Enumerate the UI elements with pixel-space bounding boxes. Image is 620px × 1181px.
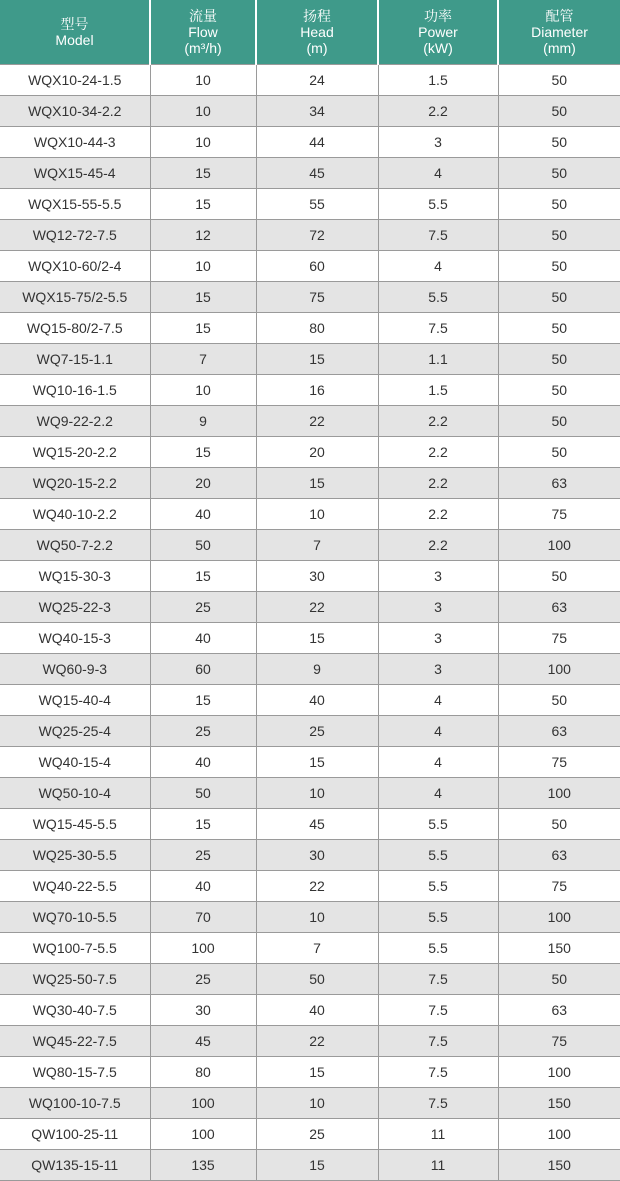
model-cell: WQX15-45-4 bbox=[0, 158, 150, 189]
power-cell: 5.5 bbox=[378, 902, 498, 933]
table-row bbox=[0, 995, 620, 1026]
flow-cell: 40 bbox=[150, 499, 256, 530]
flow-cell: 100 bbox=[150, 933, 256, 964]
head-cell: 15 bbox=[256, 747, 378, 778]
head-cell: 40 bbox=[256, 685, 378, 716]
diameter-cell: 50 bbox=[498, 437, 620, 468]
head-cell: 45 bbox=[256, 809, 378, 840]
head-cell: 15 bbox=[256, 1057, 378, 1088]
head-cell: 15 bbox=[256, 468, 378, 499]
model-cell: WQ25-50-7.5 bbox=[0, 964, 150, 995]
diameter-cell: 63 bbox=[498, 840, 620, 871]
flow-cell: 100 bbox=[150, 1119, 256, 1150]
table-row bbox=[0, 778, 620, 809]
head-cell: 30 bbox=[256, 561, 378, 592]
model-cell: WQ7-15-1.1 bbox=[0, 344, 150, 375]
head-cell: 22 bbox=[256, 406, 378, 437]
head-cell: 80 bbox=[256, 313, 378, 344]
head-cell: 15 bbox=[256, 1150, 378, 1181]
head-cell: 25 bbox=[256, 716, 378, 747]
head-cell: 60 bbox=[256, 251, 378, 282]
header-power-unit: (kW) bbox=[423, 40, 453, 56]
table-row bbox=[0, 716, 620, 747]
model-cell: WQ25-25-4 bbox=[0, 716, 150, 747]
head-cell: 45 bbox=[256, 158, 378, 189]
power-cell: 2.2 bbox=[378, 406, 498, 437]
flow-cell: 30 bbox=[150, 995, 256, 1026]
flow-cell: 80 bbox=[150, 1057, 256, 1088]
head-cell: 10 bbox=[256, 499, 378, 530]
head-cell: 15 bbox=[256, 623, 378, 654]
flow-cell: 12 bbox=[150, 220, 256, 251]
table-row bbox=[0, 406, 620, 437]
flow-cell: 10 bbox=[150, 127, 256, 158]
flow-cell: 7 bbox=[150, 344, 256, 375]
power-cell: 3 bbox=[378, 654, 498, 685]
head-cell: 34 bbox=[256, 96, 378, 127]
header-row bbox=[0, 0, 620, 65]
flow-cell: 25 bbox=[150, 840, 256, 871]
table-row bbox=[0, 623, 620, 654]
diameter-cell: 50 bbox=[498, 220, 620, 251]
table-row bbox=[0, 65, 620, 96]
model-cell: QW135-15-11 bbox=[0, 1150, 150, 1181]
model-cell: WQ100-10-7.5 bbox=[0, 1088, 150, 1119]
power-cell: 3 bbox=[378, 592, 498, 623]
diameter-cell: 50 bbox=[498, 406, 620, 437]
head-cell: 20 bbox=[256, 437, 378, 468]
diameter-cell: 63 bbox=[498, 716, 620, 747]
diameter-cell: 50 bbox=[498, 189, 620, 220]
head-cell: 30 bbox=[256, 840, 378, 871]
diameter-cell: 63 bbox=[498, 468, 620, 499]
table-row bbox=[0, 437, 620, 468]
model-cell: WQ15-45-5.5 bbox=[0, 809, 150, 840]
head-cell: 9 bbox=[256, 654, 378, 685]
model-cell: WQ100-7-5.5 bbox=[0, 933, 150, 964]
power-cell: 7.5 bbox=[378, 964, 498, 995]
table-row bbox=[0, 1119, 620, 1150]
head-cell: 22 bbox=[256, 592, 378, 623]
table-row bbox=[0, 654, 620, 685]
power-cell: 3 bbox=[378, 561, 498, 592]
diameter-cell: 100 bbox=[498, 778, 620, 809]
diameter-cell: 75 bbox=[498, 1026, 620, 1057]
table-row bbox=[0, 344, 620, 375]
power-cell: 4 bbox=[378, 778, 498, 809]
flow-cell: 20 bbox=[150, 468, 256, 499]
flow-cell: 100 bbox=[150, 1088, 256, 1119]
table-row bbox=[0, 251, 620, 282]
head-cell: 10 bbox=[256, 902, 378, 933]
power-cell: 4 bbox=[378, 685, 498, 716]
head-cell: 75 bbox=[256, 282, 378, 313]
diameter-cell: 100 bbox=[498, 1119, 620, 1150]
head-cell: 55 bbox=[256, 189, 378, 220]
flow-cell: 10 bbox=[150, 251, 256, 282]
model-cell: WQ10-16-1.5 bbox=[0, 375, 150, 406]
head-cell: 16 bbox=[256, 375, 378, 406]
head-cell: 10 bbox=[256, 1088, 378, 1119]
flow-cell: 15 bbox=[150, 158, 256, 189]
diameter-cell: 75 bbox=[498, 623, 620, 654]
model-cell: WQ40-15-3 bbox=[0, 623, 150, 654]
table-row bbox=[0, 313, 620, 344]
diameter-cell: 150 bbox=[498, 1150, 620, 1181]
header-model bbox=[0, 0, 150, 65]
model-cell: WQ40-10-2.2 bbox=[0, 499, 150, 530]
table-row bbox=[0, 220, 620, 251]
head-cell: 10 bbox=[256, 778, 378, 809]
model-cell: WQ15-30-3 bbox=[0, 561, 150, 592]
flow-cell: 15 bbox=[150, 685, 256, 716]
table-row bbox=[0, 1057, 620, 1088]
power-cell: 2.2 bbox=[378, 499, 498, 530]
power-cell: 5.5 bbox=[378, 933, 498, 964]
diameter-cell: 50 bbox=[498, 685, 620, 716]
model-cell: WQX10-24-1.5 bbox=[0, 65, 150, 96]
flow-cell: 40 bbox=[150, 871, 256, 902]
table-row bbox=[0, 592, 620, 623]
diameter-cell: 50 bbox=[498, 96, 620, 127]
flow-cell: 15 bbox=[150, 282, 256, 313]
diameter-cell: 50 bbox=[498, 561, 620, 592]
diameter-cell: 50 bbox=[498, 251, 620, 282]
diameter-cell: 100 bbox=[498, 530, 620, 561]
diameter-cell: 50 bbox=[498, 158, 620, 189]
power-cell: 2.2 bbox=[378, 530, 498, 561]
header-model-en: Model bbox=[55, 32, 94, 48]
power-cell: 11 bbox=[378, 1150, 498, 1181]
flow-cell: 15 bbox=[150, 313, 256, 344]
diameter-cell: 50 bbox=[498, 313, 620, 344]
head-cell: 40 bbox=[256, 995, 378, 1026]
header-diameter-en: Diameter bbox=[531, 24, 588, 40]
table-header bbox=[0, 0, 620, 65]
table-row bbox=[0, 375, 620, 406]
flow-cell: 15 bbox=[150, 437, 256, 468]
head-cell: 7 bbox=[256, 933, 378, 964]
flow-cell: 10 bbox=[150, 375, 256, 406]
flow-cell: 50 bbox=[150, 530, 256, 561]
power-cell: 5.5 bbox=[378, 871, 498, 902]
diameter-cell: 50 bbox=[498, 809, 620, 840]
power-cell: 11 bbox=[378, 1119, 498, 1150]
head-cell: 7 bbox=[256, 530, 378, 561]
power-cell: 1.5 bbox=[378, 65, 498, 96]
diameter-cell: 50 bbox=[498, 344, 620, 375]
header-power-en: Power bbox=[418, 24, 458, 40]
power-cell: 3 bbox=[378, 623, 498, 654]
table-row bbox=[0, 964, 620, 995]
power-cell: 5.5 bbox=[378, 282, 498, 313]
header-model-cn: 型号 bbox=[60, 16, 89, 32]
model-cell: WQ15-20-2.2 bbox=[0, 437, 150, 468]
power-cell: 5.5 bbox=[378, 809, 498, 840]
head-cell: 44 bbox=[256, 127, 378, 158]
diameter-cell: 50 bbox=[498, 282, 620, 313]
flow-cell: 45 bbox=[150, 1026, 256, 1057]
power-cell: 1.5 bbox=[378, 375, 498, 406]
header-power bbox=[378, 0, 498, 65]
head-cell: 15 bbox=[256, 344, 378, 375]
diameter-cell: 50 bbox=[498, 127, 620, 158]
table-row bbox=[0, 96, 620, 127]
model-cell: WQ25-30-5.5 bbox=[0, 840, 150, 871]
model-cell: WQX10-44-3 bbox=[0, 127, 150, 158]
model-cell: WQ9-22-2.2 bbox=[0, 406, 150, 437]
diameter-cell: 150 bbox=[498, 1088, 620, 1119]
model-cell: WQ40-22-5.5 bbox=[0, 871, 150, 902]
header-diameter-cn: 配管 bbox=[545, 8, 574, 24]
diameter-cell: 75 bbox=[498, 871, 620, 902]
flow-cell: 10 bbox=[150, 96, 256, 127]
table-row bbox=[0, 561, 620, 592]
power-cell: 5.5 bbox=[378, 189, 498, 220]
table-row bbox=[0, 189, 620, 220]
header-diameter-unit: (mm) bbox=[543, 40, 576, 56]
diameter-cell: 100 bbox=[498, 1057, 620, 1088]
table-row bbox=[0, 809, 620, 840]
power-cell: 7.5 bbox=[378, 313, 498, 344]
header-head-en: Head bbox=[300, 24, 334, 40]
model-cell: WQX15-75/2-5.5 bbox=[0, 282, 150, 313]
flow-cell: 135 bbox=[150, 1150, 256, 1181]
model-cell: WQ20-15-2.2 bbox=[0, 468, 150, 499]
table-row bbox=[0, 1088, 620, 1119]
model-cell: WQX10-34-2.2 bbox=[0, 96, 150, 127]
model-cell: WQ15-80/2-7.5 bbox=[0, 313, 150, 344]
table-row bbox=[0, 1150, 620, 1181]
power-cell: 2.2 bbox=[378, 437, 498, 468]
flow-cell: 50 bbox=[150, 778, 256, 809]
head-cell: 25 bbox=[256, 1119, 378, 1150]
power-cell: 4 bbox=[378, 158, 498, 189]
header-head bbox=[256, 0, 378, 65]
flow-cell: 40 bbox=[150, 747, 256, 778]
flow-cell: 70 bbox=[150, 902, 256, 933]
table-row bbox=[0, 871, 620, 902]
power-cell: 3 bbox=[378, 127, 498, 158]
header-flow bbox=[150, 0, 256, 65]
table-row bbox=[0, 840, 620, 871]
header-power-cn: 功率 bbox=[424, 8, 452, 24]
diameter-cell: 75 bbox=[498, 499, 620, 530]
table-row bbox=[0, 530, 620, 561]
table-row bbox=[0, 747, 620, 778]
power-cell: 2.2 bbox=[378, 468, 498, 499]
model-cell: WQ80-15-7.5 bbox=[0, 1057, 150, 1088]
head-cell: 24 bbox=[256, 65, 378, 96]
flow-cell: 60 bbox=[150, 654, 256, 685]
power-cell: 7.5 bbox=[378, 1026, 498, 1057]
model-cell: WQX10-60/2-4 bbox=[0, 251, 150, 282]
model-cell: WQX15-55-5.5 bbox=[0, 189, 150, 220]
model-cell: WQ50-7-2.2 bbox=[0, 530, 150, 561]
model-cell: QW100-25-11 bbox=[0, 1119, 150, 1150]
diameter-cell: 100 bbox=[498, 654, 620, 685]
table-row bbox=[0, 468, 620, 499]
header-flow-unit: (m³/h) bbox=[184, 40, 222, 56]
table-row bbox=[0, 1026, 620, 1057]
table-row bbox=[0, 127, 620, 158]
model-cell: WQ40-15-4 bbox=[0, 747, 150, 778]
table-body bbox=[0, 65, 620, 1181]
model-cell: WQ50-10-4 bbox=[0, 778, 150, 809]
head-cell: 72 bbox=[256, 220, 378, 251]
power-cell: 4 bbox=[378, 251, 498, 282]
power-cell: 1.1 bbox=[378, 344, 498, 375]
diameter-cell: 150 bbox=[498, 933, 620, 964]
header-diameter bbox=[498, 0, 620, 65]
flow-cell: 40 bbox=[150, 623, 256, 654]
power-cell: 7.5 bbox=[378, 1057, 498, 1088]
head-cell: 50 bbox=[256, 964, 378, 995]
table-row bbox=[0, 933, 620, 964]
power-cell: 5.5 bbox=[378, 840, 498, 871]
diameter-cell: 50 bbox=[498, 375, 620, 406]
diameter-cell: 50 bbox=[498, 964, 620, 995]
header-head-cn: 扬程 bbox=[303, 8, 331, 24]
model-cell: WQ15-40-4 bbox=[0, 685, 150, 716]
flow-cell: 15 bbox=[150, 809, 256, 840]
table-row bbox=[0, 282, 620, 313]
header-head-unit: (m) bbox=[306, 40, 328, 56]
model-cell: WQ60-9-3 bbox=[0, 654, 150, 685]
model-cell: WQ30-40-7.5 bbox=[0, 995, 150, 1026]
table-row bbox=[0, 902, 620, 933]
model-cell: WQ12-72-7.5 bbox=[0, 220, 150, 251]
power-cell: 7.5 bbox=[378, 1088, 498, 1119]
flow-cell: 25 bbox=[150, 716, 256, 747]
flow-cell: 25 bbox=[150, 964, 256, 995]
flow-cell: 9 bbox=[150, 406, 256, 437]
header-flow-cn: 流量 bbox=[189, 8, 217, 24]
model-cell: WQ25-22-3 bbox=[0, 592, 150, 623]
header-flow-en: Flow bbox=[188, 24, 218, 40]
flow-cell: 15 bbox=[150, 561, 256, 592]
head-cell: 22 bbox=[256, 1026, 378, 1057]
power-cell: 2.2 bbox=[378, 96, 498, 127]
diameter-cell: 63 bbox=[498, 995, 620, 1026]
flow-cell: 10 bbox=[150, 65, 256, 96]
flow-cell: 25 bbox=[150, 592, 256, 623]
flow-cell: 15 bbox=[150, 189, 256, 220]
diameter-cell: 75 bbox=[498, 747, 620, 778]
power-cell: 7.5 bbox=[378, 995, 498, 1026]
model-cell: WQ45-22-7.5 bbox=[0, 1026, 150, 1057]
table-row bbox=[0, 499, 620, 530]
diameter-cell: 63 bbox=[498, 592, 620, 623]
power-cell: 4 bbox=[378, 716, 498, 747]
power-cell: 7.5 bbox=[378, 220, 498, 251]
table-row bbox=[0, 158, 620, 189]
diameter-cell: 100 bbox=[498, 902, 620, 933]
diameter-cell: 50 bbox=[498, 65, 620, 96]
table-row bbox=[0, 685, 620, 716]
model-cell: WQ70-10-5.5 bbox=[0, 902, 150, 933]
head-cell: 22 bbox=[256, 871, 378, 902]
power-cell: 4 bbox=[378, 747, 498, 778]
